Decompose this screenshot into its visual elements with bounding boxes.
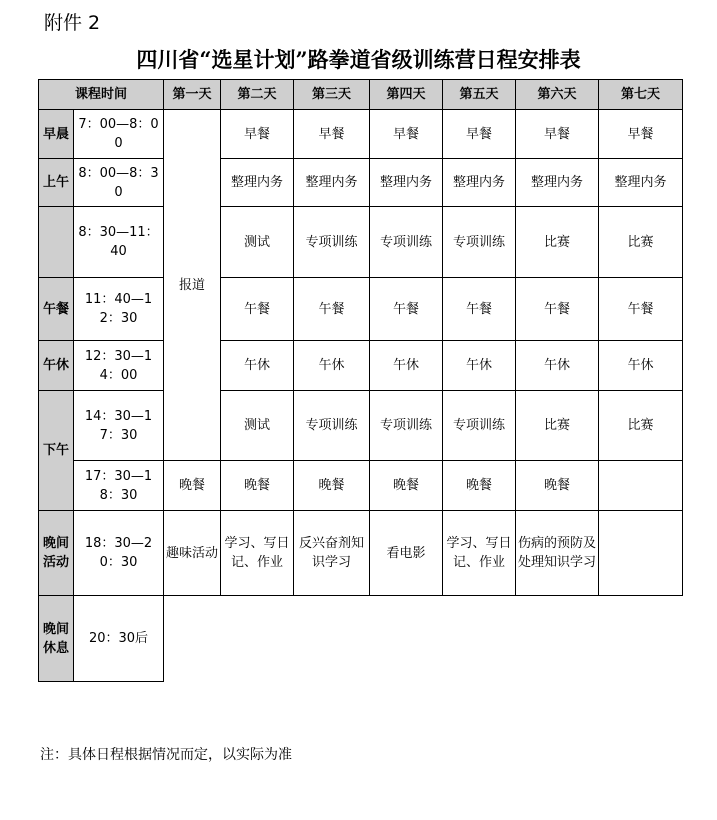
schedule-cell: 午休 bbox=[221, 341, 294, 391]
schedule-cell: 早餐 bbox=[516, 110, 599, 159]
page-title: 四川省“选星计划”路拳道省级训练营日程安排表 bbox=[136, 47, 581, 72]
period-label: 晚间休息 bbox=[39, 596, 74, 682]
table-row bbox=[39, 110, 683, 159]
schedule-cell: 早餐 bbox=[443, 110, 516, 159]
schedule-cell: 午餐 bbox=[370, 278, 443, 341]
schedule-cell: 午休 bbox=[599, 341, 683, 391]
schedule-cell: 午餐 bbox=[443, 278, 516, 341]
header-day-3: 第三天 bbox=[294, 80, 370, 110]
schedule-cell: 比赛 bbox=[516, 391, 599, 461]
schedule-cell: 测试 bbox=[221, 207, 294, 278]
header-day-6: 第六天 bbox=[516, 80, 599, 110]
header-day-4: 第四天 bbox=[370, 80, 443, 110]
period-label: 午餐 bbox=[39, 278, 74, 341]
header-day-2: 第二天 bbox=[221, 80, 294, 110]
time-cell: 12：30—14：00 bbox=[74, 341, 164, 391]
time-cell: 20：30后 bbox=[74, 596, 164, 682]
schedule-cell: 比赛 bbox=[599, 207, 683, 278]
schedule-cell: 午餐 bbox=[294, 278, 370, 341]
header-day-7: 第七天 bbox=[599, 80, 683, 110]
time-cell: 14：30—17：30 bbox=[74, 391, 164, 461]
period-label: 午休 bbox=[39, 341, 74, 391]
schedule-cell: 午休 bbox=[294, 341, 370, 391]
table-row bbox=[39, 207, 683, 278]
header-time-col: 课程时间 bbox=[39, 80, 164, 110]
period-label: 下午 bbox=[39, 391, 74, 511]
footnote: 注：具体日程根据情况而定，以实际为准 bbox=[40, 747, 292, 763]
schedule-cell: 学习、写日记、作业 bbox=[443, 511, 516, 596]
time-cell: 11：40—12：30 bbox=[74, 278, 164, 341]
schedule-cell: 专项训练 bbox=[370, 207, 443, 278]
schedule-cell: 晚餐 bbox=[164, 461, 221, 511]
table-row bbox=[39, 159, 683, 207]
schedule-cell: 专项训练 bbox=[294, 207, 370, 278]
schedule-cell: 晚餐 bbox=[221, 461, 294, 511]
schedule-cell: 午餐 bbox=[599, 278, 683, 341]
header-day-1: 第一天 bbox=[164, 80, 221, 110]
period-label: 晚间活动 bbox=[39, 511, 74, 596]
schedule-cell-empty bbox=[599, 511, 683, 596]
day1-merged-cell: 报道 bbox=[164, 110, 221, 461]
schedule-cell: 伤病的预防及处理知识学习 bbox=[516, 511, 599, 596]
schedule-cell: 早餐 bbox=[599, 110, 683, 159]
table-row bbox=[39, 596, 683, 682]
schedule-cell: 学习、写日记、作业 bbox=[221, 511, 294, 596]
schedule-cell: 早餐 bbox=[294, 110, 370, 159]
schedule-cell: 早餐 bbox=[221, 110, 294, 159]
table-row bbox=[39, 461, 683, 511]
schedule-cell: 晚餐 bbox=[294, 461, 370, 511]
schedule-cell: 比赛 bbox=[599, 391, 683, 461]
table-row bbox=[39, 341, 683, 391]
schedule-cell: 午休 bbox=[370, 341, 443, 391]
schedule-cell: 整理内务 bbox=[516, 159, 599, 207]
schedule-cell: 午休 bbox=[516, 341, 599, 391]
schedule-cell: 比赛 bbox=[516, 207, 599, 278]
time-cell: 8：30—11：40 bbox=[74, 207, 164, 278]
blank-area bbox=[164, 596, 683, 682]
period-label-empty bbox=[39, 207, 74, 278]
table-row bbox=[39, 511, 683, 596]
schedule-cell: 专项训练 bbox=[443, 391, 516, 461]
attachment-label: 附件 2 bbox=[44, 12, 101, 34]
schedule-table bbox=[38, 79, 683, 682]
schedule-cell: 早餐 bbox=[370, 110, 443, 159]
schedule-cell: 趣味活动 bbox=[164, 511, 221, 596]
schedule-cell: 晚餐 bbox=[443, 461, 516, 511]
schedule-cell-empty bbox=[599, 461, 683, 511]
schedule-cell: 午餐 bbox=[221, 278, 294, 341]
schedule-cell: 专项训练 bbox=[370, 391, 443, 461]
schedule-cell: 整理内务 bbox=[294, 159, 370, 207]
table-row bbox=[39, 391, 683, 461]
period-label: 上午 bbox=[39, 159, 74, 207]
header-day-5: 第五天 bbox=[443, 80, 516, 110]
time-cell: 17：30—18：30 bbox=[74, 461, 164, 511]
schedule-cell: 专项训练 bbox=[443, 207, 516, 278]
schedule-cell: 反兴奋剂知识学习 bbox=[294, 511, 370, 596]
schedule-cell: 晚餐 bbox=[516, 461, 599, 511]
schedule-cell: 整理内务 bbox=[599, 159, 683, 207]
table-row bbox=[39, 278, 683, 341]
schedule-cell: 整理内务 bbox=[443, 159, 516, 207]
schedule-cell: 晚餐 bbox=[370, 461, 443, 511]
time-cell: 18：30—20：30 bbox=[74, 511, 164, 596]
schedule-cell: 专项训练 bbox=[294, 391, 370, 461]
schedule-cell: 看电影 bbox=[370, 511, 443, 596]
schedule-cell: 午休 bbox=[443, 341, 516, 391]
schedule-cell: 整理内务 bbox=[221, 159, 294, 207]
schedule-cell: 午餐 bbox=[516, 278, 599, 341]
header-row bbox=[39, 80, 683, 110]
period-label: 早晨 bbox=[39, 110, 74, 159]
schedule-cell: 测试 bbox=[221, 391, 294, 461]
schedule-cell: 整理内务 bbox=[370, 159, 443, 207]
time-cell: 7：00—8：00 bbox=[74, 110, 164, 159]
time-cell: 8：00—8：30 bbox=[74, 159, 164, 207]
